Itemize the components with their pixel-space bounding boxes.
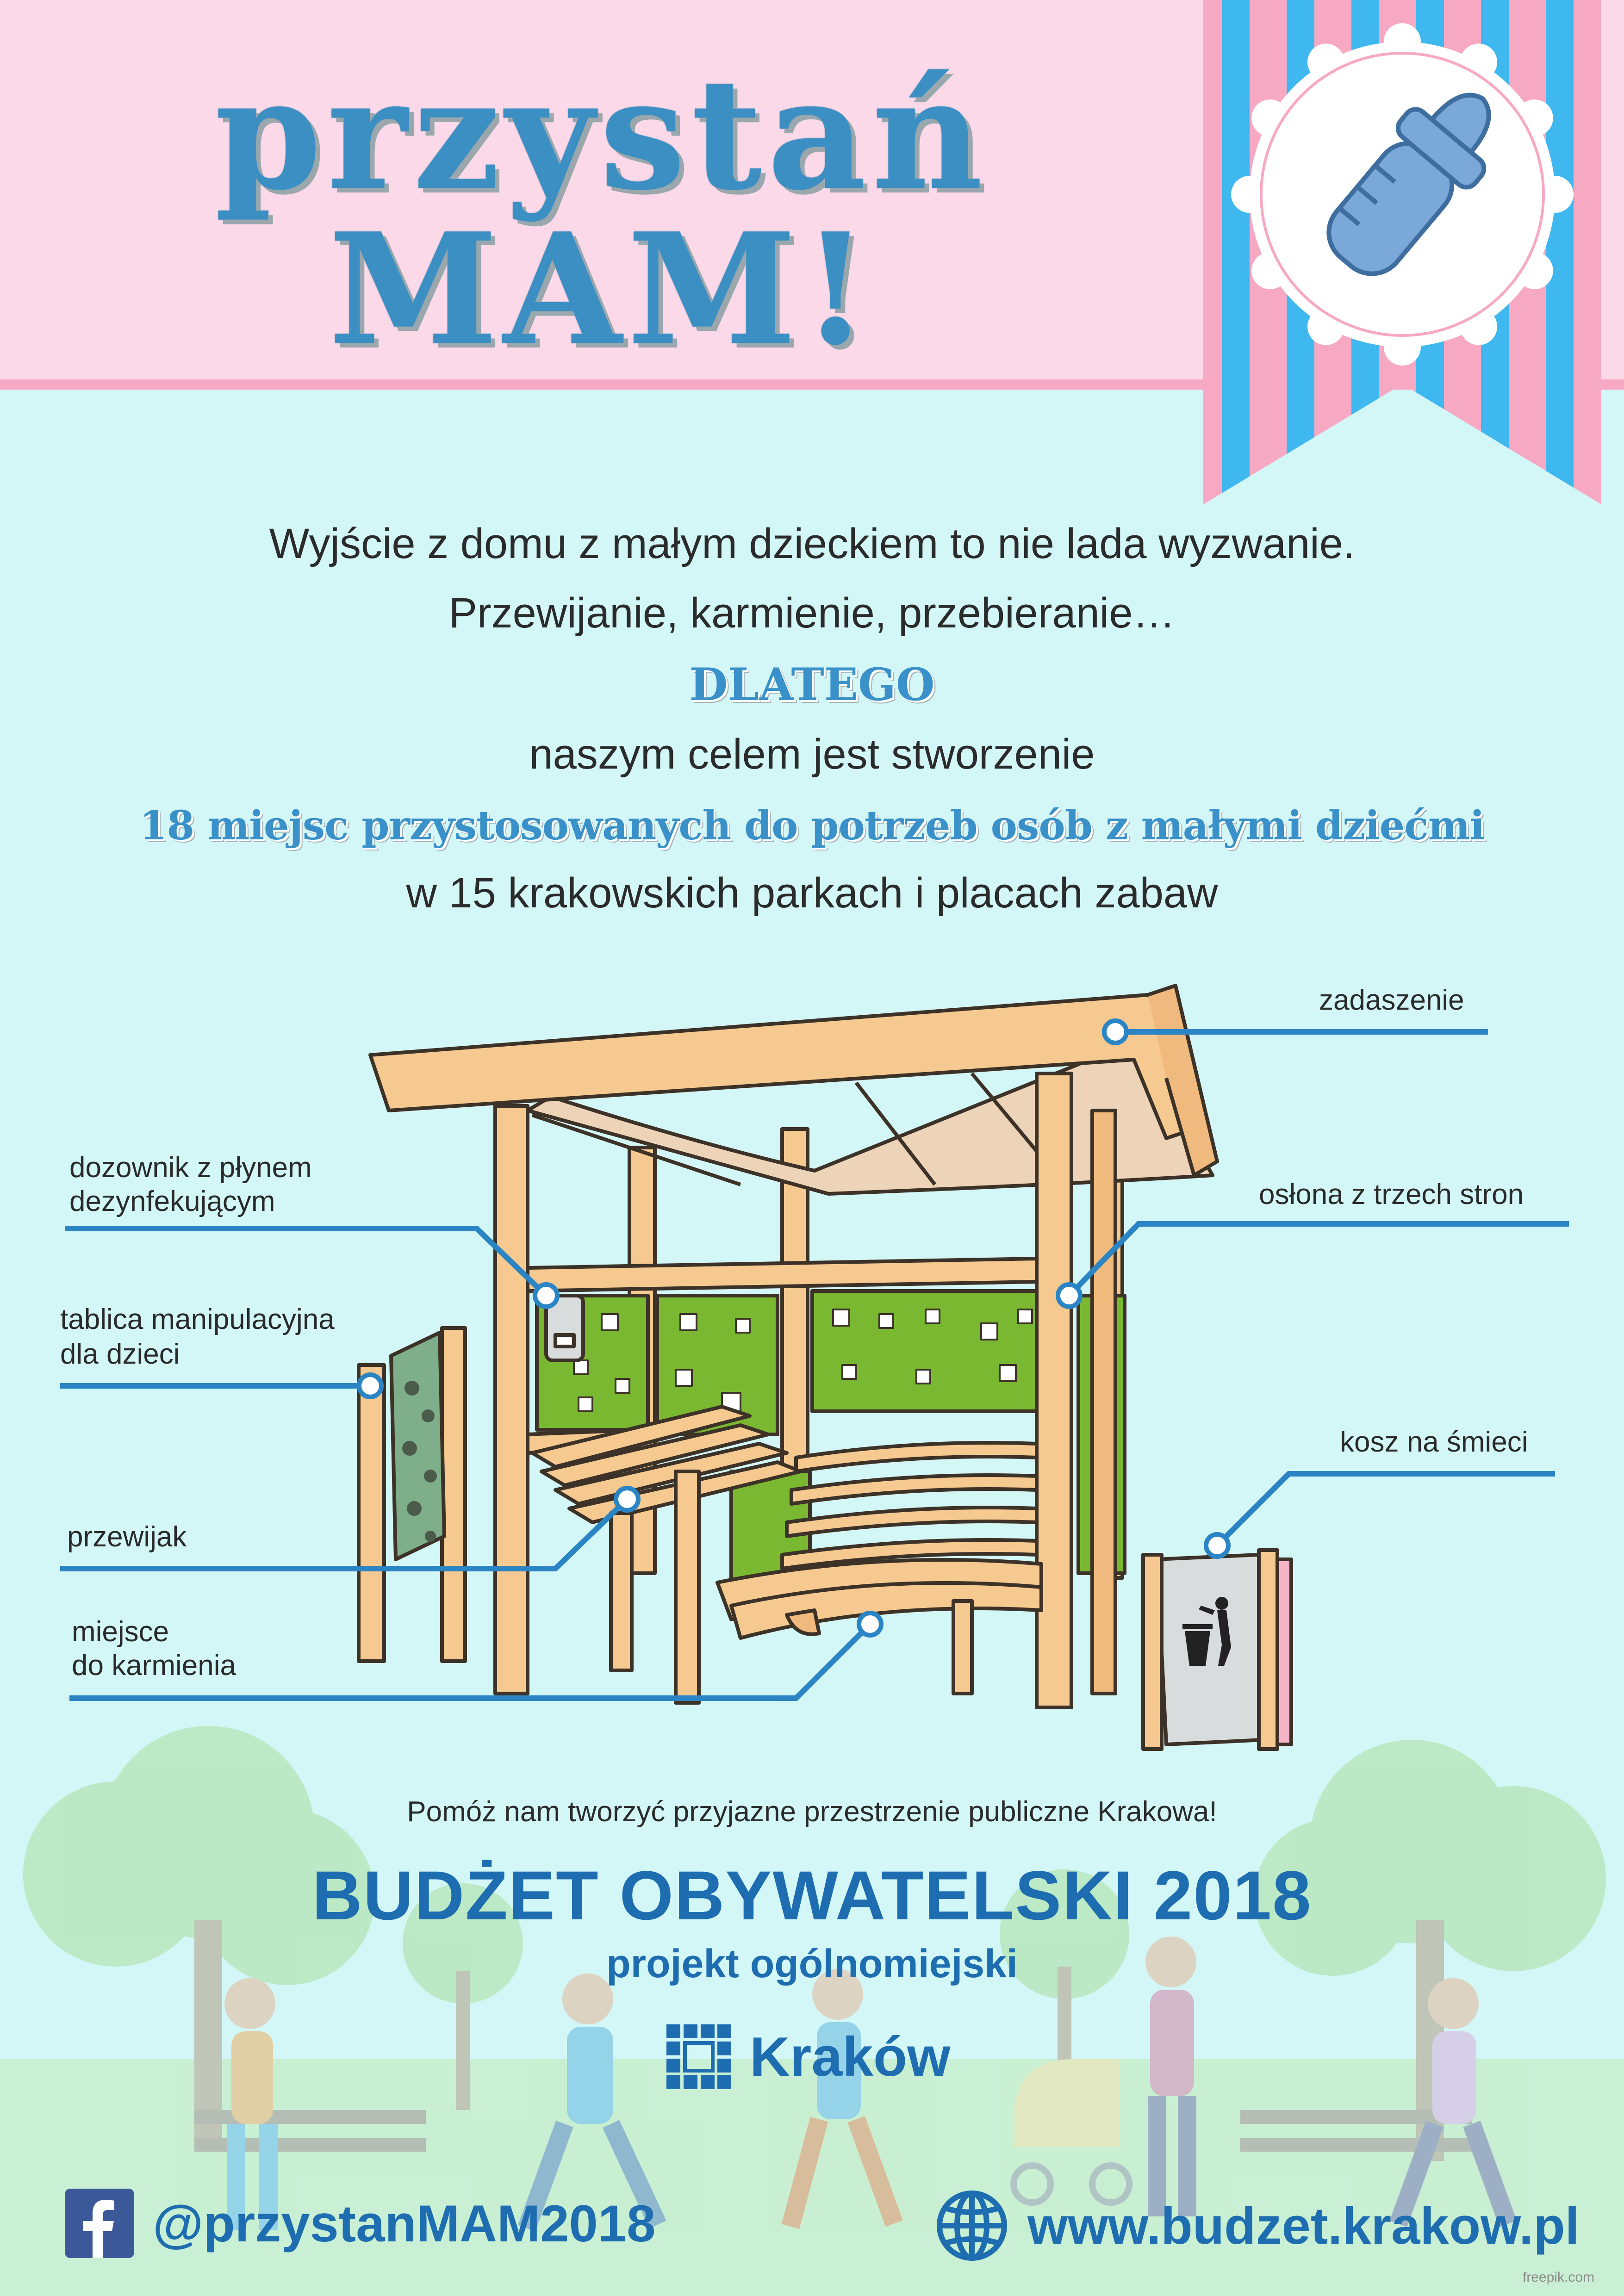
facebook-icon	[65, 2189, 134, 2258]
intro-line-1: Wyjście z domu z małym dzieckiem to nie lada wyzwanie.	[269, 520, 1355, 567]
label-dozownik-2: dezynfekującym	[69, 1185, 275, 1217]
intro-line-2: Przewijanie, karmienie, przebieranie…	[448, 590, 1176, 637]
krakow-logo	[666, 2022, 950, 2091]
website-link[interactable]	[935, 2189, 1580, 2263]
shelter-drawing	[359, 986, 1291, 1749]
budzet-heading: BUDŻET OBYWATELSKI 2018	[312, 1856, 1312, 1934]
intro-line-4: w 15 krakowskich parkach i placach zabaw	[406, 869, 1218, 917]
label-przewijak: przewijak	[67, 1521, 187, 1553]
globe-icon	[935, 2189, 1009, 2263]
facebook-handle[interactable]: @przystanMAM2018	[153, 2194, 656, 2253]
facebook-link[interactable]	[65, 2189, 655, 2258]
freepik-credit: freepik.com	[1523, 2270, 1595, 2285]
label-kosz: kosz na śmieci	[1340, 1426, 1528, 1458]
label-dozownik-1: dozownik z płynem	[69, 1152, 312, 1184]
label-oslona: osłona z trzech stron	[1259, 1179, 1524, 1210]
label-miejsce-2: do karmienia	[72, 1650, 236, 1682]
cta-text: Pomóż nam tworzyć przyjazne przestrzenie publiczne Krakowa!	[407, 1796, 1217, 1828]
label-zadaszenie: zadaszenie	[1319, 984, 1464, 1016]
title-line-1: przystań	[215, 44, 989, 224]
intro-highlight: 18 miejsc przystosowanych do potrzeb osób z małymi dziećmi	[139, 802, 1485, 849]
label-tablica-1: tablica manipulacyjna	[60, 1303, 335, 1335]
title-line-2: MAM!	[329, 199, 875, 379]
projekt-subheading: projekt ogólnomiejski	[606, 1942, 1018, 1986]
label-tablica-2: dla dzieci	[60, 1338, 180, 1370]
krakow-wordmark: Kraków	[750, 2026, 951, 2088]
website-url[interactable]: www.budzet.krakow.pl	[1027, 2197, 1580, 2255]
krakow-logo-icon	[666, 2024, 731, 2089]
dlatego-heading: DLATEGO	[689, 658, 935, 711]
label-miejsce-1: miejsce	[72, 1616, 169, 1648]
intro-line-3: naszym celem jest stworzenie	[529, 731, 1095, 778]
